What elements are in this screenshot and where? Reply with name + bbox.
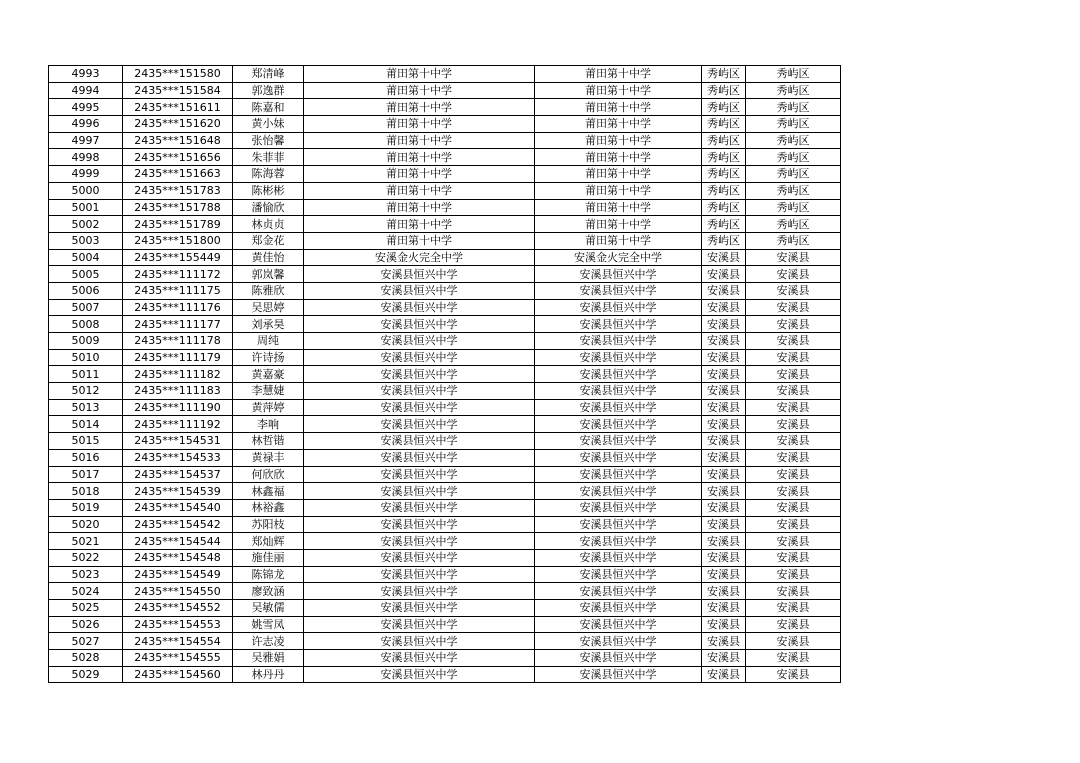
cell-admitted-district: 秀屿区	[746, 182, 841, 199]
cell-candidate-id: 2435***151620	[123, 116, 233, 133]
cell-student-name: 陈嘉和	[233, 99, 304, 116]
data-table	[48, 65, 841, 683]
cell-school: 莆田第十中学	[304, 66, 535, 83]
cell-sequence-number: 5001	[49, 199, 123, 216]
cell-student-name: 陈锦龙	[233, 566, 304, 583]
table-row	[49, 583, 841, 600]
cell-admitted-school: 莆田第十中学	[535, 149, 702, 166]
cell-school: 莆田第十中学	[304, 82, 535, 99]
cell-sequence-number: 5022	[49, 549, 123, 566]
cell-student-name: 廖致涵	[233, 583, 304, 600]
cell-admitted-school: 安溪县恒兴中学	[535, 349, 702, 366]
cell-admitted-district: 安溪县	[746, 516, 841, 533]
cell-admitted-school: 安溪县恒兴中学	[535, 383, 702, 400]
cell-sequence-number: 5017	[49, 466, 123, 483]
cell-admitted-school: 安溪县恒兴中学	[535, 616, 702, 633]
cell-admitted-district: 安溪县	[746, 316, 841, 333]
cell-admitted-district: 安溪县	[746, 399, 841, 416]
cell-school: 莆田第十中学	[304, 182, 535, 199]
cell-sequence-number: 4997	[49, 132, 123, 149]
cell-school: 安溪县恒兴中学	[304, 466, 535, 483]
cell-admitted-district: 安溪县	[746, 566, 841, 583]
cell-student-name: 林贞贞	[233, 216, 304, 233]
cell-admitted-district: 安溪县	[746, 333, 841, 350]
cell-school: 安溪县恒兴中学	[304, 533, 535, 550]
cell-admitted-school: 安溪县恒兴中学	[535, 299, 702, 316]
cell-sequence-number: 5000	[49, 182, 123, 199]
cell-district: 安溪县	[702, 666, 746, 683]
cell-admitted-school: 安溪县恒兴中学	[535, 449, 702, 466]
cell-admitted-school: 莆田第十中学	[535, 99, 702, 116]
cell-district: 安溪县	[702, 316, 746, 333]
cell-admitted-district: 安溪县	[746, 533, 841, 550]
cell-school: 安溪县恒兴中学	[304, 282, 535, 299]
cell-school: 莆田第十中学	[304, 149, 535, 166]
cell-school: 安溪县恒兴中学	[304, 399, 535, 416]
cell-admitted-school: 莆田第十中学	[535, 116, 702, 133]
cell-student-name: 刘承昊	[233, 316, 304, 333]
cell-district: 安溪县	[702, 583, 746, 600]
cell-student-name: 何欣欣	[233, 466, 304, 483]
cell-district: 安溪县	[702, 566, 746, 583]
table-row	[49, 199, 841, 216]
cell-school: 安溪县恒兴中学	[304, 516, 535, 533]
cell-admitted-district: 秀屿区	[746, 82, 841, 99]
cell-candidate-id: 2435***151580	[123, 66, 233, 83]
cell-student-name: 黄禄丰	[233, 449, 304, 466]
cell-admitted-district: 安溪县	[746, 366, 841, 383]
table-row	[49, 566, 841, 583]
cell-school: 安溪县恒兴中学	[304, 650, 535, 667]
cell-candidate-id: 2435***155449	[123, 249, 233, 266]
cell-admitted-school: 莆田第十中学	[535, 182, 702, 199]
cell-admitted-district: 安溪县	[746, 266, 841, 283]
cell-district: 秀屿区	[702, 66, 746, 83]
table-row	[49, 333, 841, 350]
cell-admitted-school: 安溪县恒兴中学	[535, 533, 702, 550]
cell-district: 安溪县	[702, 366, 746, 383]
cell-district: 安溪县	[702, 633, 746, 650]
cell-candidate-id: 2435***111172	[123, 266, 233, 283]
cell-sequence-number: 4995	[49, 99, 123, 116]
cell-candidate-id: 2435***154552	[123, 600, 233, 617]
cell-admitted-district: 安溪县	[746, 650, 841, 667]
cell-school: 安溪县恒兴中学	[304, 383, 535, 400]
cell-sequence-number: 5029	[49, 666, 123, 683]
cell-school: 莆田第十中学	[304, 199, 535, 216]
cell-sequence-number: 5021	[49, 533, 123, 550]
cell-candidate-id: 2435***154531	[123, 433, 233, 450]
cell-district: 秀屿区	[702, 199, 746, 216]
cell-school: 安溪县恒兴中学	[304, 316, 535, 333]
cell-student-name: 林裕鑫	[233, 499, 304, 516]
cell-school: 安溪县恒兴中学	[304, 583, 535, 600]
cell-student-name: 林丹丹	[233, 666, 304, 683]
cell-district: 安溪县	[702, 299, 746, 316]
cell-sequence-number: 5009	[49, 333, 123, 350]
cell-school: 安溪县恒兴中学	[304, 299, 535, 316]
cell-school: 安溪县恒兴中学	[304, 349, 535, 366]
cell-admitted-district: 秀屿区	[746, 166, 841, 183]
table-row	[49, 416, 841, 433]
table-row	[49, 383, 841, 400]
table-row	[49, 549, 841, 566]
cell-student-name: 许志凌	[233, 633, 304, 650]
cell-candidate-id: 2435***111183	[123, 383, 233, 400]
cell-school: 安溪县恒兴中学	[304, 666, 535, 683]
cell-sequence-number: 5005	[49, 266, 123, 283]
cell-candidate-id: 2435***111176	[123, 299, 233, 316]
cell-sequence-number: 4999	[49, 166, 123, 183]
cell-admitted-school: 安溪县恒兴中学	[535, 483, 702, 500]
cell-candidate-id: 2435***154533	[123, 449, 233, 466]
table-row	[49, 282, 841, 299]
cell-admitted-school: 安溪县恒兴中学	[535, 549, 702, 566]
cell-admitted-district: 安溪县	[746, 416, 841, 433]
cell-admitted-school: 安溪县恒兴中学	[535, 366, 702, 383]
cell-sequence-number: 5012	[49, 383, 123, 400]
cell-school: 莆田第十中学	[304, 116, 535, 133]
cell-school: 安溪县恒兴中学	[304, 549, 535, 566]
cell-district: 秀屿区	[702, 116, 746, 133]
cell-student-name: 施佳丽	[233, 549, 304, 566]
table-row	[49, 666, 841, 683]
table-row	[49, 516, 841, 533]
cell-admitted-school: 安溪金火完全中学	[535, 249, 702, 266]
table-row	[49, 82, 841, 99]
cell-candidate-id: 2435***151611	[123, 99, 233, 116]
cell-admitted-district: 安溪县	[746, 499, 841, 516]
cell-admitted-school: 安溪县恒兴中学	[535, 633, 702, 650]
cell-district: 安溪县	[702, 333, 746, 350]
cell-student-name: 潘愉欣	[233, 199, 304, 216]
cell-sequence-number: 4996	[49, 116, 123, 133]
cell-district: 安溪县	[702, 449, 746, 466]
cell-school: 莆田第十中学	[304, 232, 535, 249]
cell-admitted-district: 秀屿区	[746, 116, 841, 133]
cell-student-name: 林哲锴	[233, 433, 304, 450]
cell-school: 安溪县恒兴中学	[304, 416, 535, 433]
cell-sequence-number: 5028	[49, 650, 123, 667]
table-row	[49, 399, 841, 416]
cell-school: 安溪县恒兴中学	[304, 266, 535, 283]
cell-admitted-school: 安溪县恒兴中学	[535, 650, 702, 667]
cell-sequence-number: 5011	[49, 366, 123, 383]
cell-district: 安溪县	[702, 533, 746, 550]
cell-student-name: 郑金花	[233, 232, 304, 249]
table-row	[49, 366, 841, 383]
cell-admitted-school: 安溪县恒兴中学	[535, 266, 702, 283]
cell-admitted-district: 秀屿区	[746, 216, 841, 233]
cell-student-name: 黄嘉豪	[233, 366, 304, 383]
cell-admitted-district: 安溪县	[746, 583, 841, 600]
cell-candidate-id: 2435***111190	[123, 399, 233, 416]
cell-admitted-school: 安溪县恒兴中学	[535, 316, 702, 333]
table-row	[49, 232, 841, 249]
cell-admitted-school: 安溪县恒兴中学	[535, 333, 702, 350]
cell-sequence-number: 5006	[49, 282, 123, 299]
cell-sequence-number: 5023	[49, 566, 123, 583]
cell-student-name: 朱菲菲	[233, 149, 304, 166]
cell-candidate-id: 2435***151788	[123, 199, 233, 216]
cell-candidate-id: 2435***151663	[123, 166, 233, 183]
table-row	[49, 216, 841, 233]
cell-candidate-id: 2435***154554	[123, 633, 233, 650]
cell-district: 安溪县	[702, 433, 746, 450]
cell-district: 安溪县	[702, 383, 746, 400]
cell-admitted-district: 秀屿区	[746, 232, 841, 249]
cell-sequence-number: 5027	[49, 633, 123, 650]
cell-admitted-district: 秀屿区	[746, 149, 841, 166]
cell-admitted-district: 秀屿区	[746, 66, 841, 83]
cell-student-name: 郭岚馨	[233, 266, 304, 283]
cell-admitted-school: 莆田第十中学	[535, 66, 702, 83]
cell-admitted-district: 秀屿区	[746, 132, 841, 149]
table-row	[49, 166, 841, 183]
cell-student-name: 陈雅欣	[233, 282, 304, 299]
cell-student-name: 黄佳怡	[233, 249, 304, 266]
cell-school: 莆田第十中学	[304, 99, 535, 116]
cell-sequence-number: 5007	[49, 299, 123, 316]
table-row	[49, 633, 841, 650]
table-row	[49, 499, 841, 516]
cell-student-name: 郑灿辉	[233, 533, 304, 550]
cell-district: 安溪县	[702, 266, 746, 283]
table-row	[49, 316, 841, 333]
cell-candidate-id: 2435***154548	[123, 549, 233, 566]
cell-admitted-district: 安溪县	[746, 483, 841, 500]
cell-district: 安溪县	[702, 650, 746, 667]
cell-district: 安溪县	[702, 549, 746, 566]
cell-admitted-school: 莆田第十中学	[535, 166, 702, 183]
cell-student-name: 许诗扬	[233, 349, 304, 366]
cell-admitted-school: 安溪县恒兴中学	[535, 583, 702, 600]
table-row	[49, 182, 841, 199]
table-row	[49, 266, 841, 283]
cell-sequence-number: 5026	[49, 616, 123, 633]
cell-candidate-id: 2435***154550	[123, 583, 233, 600]
cell-admitted-district: 安溪县	[746, 383, 841, 400]
cell-district: 秀屿区	[702, 232, 746, 249]
cell-admitted-district: 安溪县	[746, 633, 841, 650]
cell-sequence-number: 5019	[49, 499, 123, 516]
cell-admitted-district: 安溪县	[746, 666, 841, 683]
cell-sequence-number: 5025	[49, 600, 123, 617]
cell-admitted-school: 莆田第十中学	[535, 232, 702, 249]
cell-candidate-id: 2435***151783	[123, 182, 233, 199]
cell-student-name: 郭逸群	[233, 82, 304, 99]
cell-admitted-school: 安溪县恒兴中学	[535, 466, 702, 483]
table-row	[49, 433, 841, 450]
cell-sequence-number: 5008	[49, 316, 123, 333]
cell-admitted-school: 莆田第十中学	[535, 132, 702, 149]
cell-candidate-id: 2435***151789	[123, 216, 233, 233]
cell-district: 安溪县	[702, 282, 746, 299]
table-body	[49, 66, 841, 683]
cell-student-name: 陈彬彬	[233, 182, 304, 199]
table-row	[49, 132, 841, 149]
cell-sequence-number: 5020	[49, 516, 123, 533]
cell-sequence-number: 5016	[49, 449, 123, 466]
cell-candidate-id: 2435***111179	[123, 349, 233, 366]
cell-district: 安溪县	[702, 466, 746, 483]
cell-student-name: 李慧婕	[233, 383, 304, 400]
cell-district: 秀屿区	[702, 99, 746, 116]
cell-admitted-district: 安溪县	[746, 449, 841, 466]
cell-district: 安溪县	[702, 483, 746, 500]
table-row	[49, 616, 841, 633]
cell-student-name: 黄萍婷	[233, 399, 304, 416]
cell-candidate-id: 2435***154555	[123, 650, 233, 667]
cell-sequence-number: 5004	[49, 249, 123, 266]
cell-district: 秀屿区	[702, 149, 746, 166]
cell-school: 莆田第十中学	[304, 132, 535, 149]
cell-candidate-id: 2435***154540	[123, 499, 233, 516]
cell-district: 安溪县	[702, 600, 746, 617]
cell-admitted-district: 安溪县	[746, 249, 841, 266]
cell-district: 安溪县	[702, 616, 746, 633]
table-row	[49, 466, 841, 483]
cell-admitted-district: 安溪县	[746, 433, 841, 450]
cell-admitted-school: 安溪县恒兴中学	[535, 666, 702, 683]
cell-student-name: 郑清峰	[233, 66, 304, 83]
table-row	[49, 116, 841, 133]
cell-district: 安溪县	[702, 399, 746, 416]
cell-district: 安溪县	[702, 416, 746, 433]
cell-district: 秀屿区	[702, 182, 746, 199]
cell-school: 安溪县恒兴中学	[304, 433, 535, 450]
cell-admitted-district: 安溪县	[746, 466, 841, 483]
cell-district: 秀屿区	[702, 166, 746, 183]
cell-sequence-number: 5003	[49, 232, 123, 249]
cell-admitted-district: 安溪县	[746, 549, 841, 566]
cell-sequence-number: 5015	[49, 433, 123, 450]
table-row	[49, 650, 841, 667]
cell-candidate-id: 2435***111177	[123, 316, 233, 333]
cell-admitted-school: 安溪县恒兴中学	[535, 399, 702, 416]
cell-school: 安溪县恒兴中学	[304, 333, 535, 350]
cell-student-name: 苏阳枝	[233, 516, 304, 533]
cell-student-name: 黄小妹	[233, 116, 304, 133]
cell-candidate-id: 2435***111175	[123, 282, 233, 299]
cell-candidate-id: 2435***154542	[123, 516, 233, 533]
cell-district: 安溪县	[702, 516, 746, 533]
cell-district: 秀屿区	[702, 132, 746, 149]
table-row	[49, 533, 841, 550]
cell-district: 安溪县	[702, 349, 746, 366]
cell-sequence-number: 5024	[49, 583, 123, 600]
cell-student-name: 吴思婷	[233, 299, 304, 316]
cell-sequence-number: 4993	[49, 66, 123, 83]
cell-school: 安溪县恒兴中学	[304, 499, 535, 516]
cell-admitted-district: 安溪县	[746, 616, 841, 633]
cell-candidate-id: 2435***154539	[123, 483, 233, 500]
cell-candidate-id: 2435***151800	[123, 232, 233, 249]
table-row	[49, 449, 841, 466]
cell-admitted-school: 安溪县恒兴中学	[535, 499, 702, 516]
cell-school: 安溪县恒兴中学	[304, 366, 535, 383]
cell-district: 安溪县	[702, 249, 746, 266]
cell-sequence-number: 5014	[49, 416, 123, 433]
cell-district: 秀屿区	[702, 82, 746, 99]
cell-admitted-school: 安溪县恒兴中学	[535, 282, 702, 299]
cell-admitted-school: 安溪县恒兴中学	[535, 516, 702, 533]
cell-candidate-id: 2435***111182	[123, 366, 233, 383]
cell-admitted-school: 莆田第十中学	[535, 199, 702, 216]
cell-admitted-school: 莆田第十中学	[535, 82, 702, 99]
cell-district: 秀屿区	[702, 216, 746, 233]
table-row	[49, 99, 841, 116]
cell-student-name: 陈海蓉	[233, 166, 304, 183]
cell-district: 安溪县	[702, 499, 746, 516]
cell-student-name: 姚雪凤	[233, 616, 304, 633]
cell-admitted-school: 安溪县恒兴中学	[535, 600, 702, 617]
cell-admitted-district: 秀屿区	[746, 199, 841, 216]
table-row	[49, 600, 841, 617]
cell-sequence-number: 4994	[49, 82, 123, 99]
cell-school: 莆田第十中学	[304, 166, 535, 183]
cell-admitted-district: 安溪县	[746, 600, 841, 617]
cell-candidate-id: 2435***151648	[123, 132, 233, 149]
cell-candidate-id: 2435***154553	[123, 616, 233, 633]
cell-student-name: 吴敏儒	[233, 600, 304, 617]
cell-admitted-district: 安溪县	[746, 282, 841, 299]
cell-admitted-school: 安溪县恒兴中学	[535, 433, 702, 450]
cell-school: 安溪县恒兴中学	[304, 483, 535, 500]
table-row	[49, 299, 841, 316]
cell-candidate-id: 2435***154544	[123, 533, 233, 550]
cell-school: 安溪县恒兴中学	[304, 633, 535, 650]
cell-sequence-number: 5013	[49, 399, 123, 416]
cell-student-name: 李响	[233, 416, 304, 433]
cell-admitted-district: 安溪县	[746, 349, 841, 366]
cell-candidate-id: 2435***111178	[123, 333, 233, 350]
cell-school: 安溪县恒兴中学	[304, 600, 535, 617]
cell-candidate-id: 2435***154549	[123, 566, 233, 583]
cell-sequence-number: 4998	[49, 149, 123, 166]
cell-candidate-id: 2435***151584	[123, 82, 233, 99]
cell-student-name: 林鑫福	[233, 483, 304, 500]
cell-admitted-school: 莆田第十中学	[535, 216, 702, 233]
cell-school: 安溪县恒兴中学	[304, 616, 535, 633]
table-row	[49, 349, 841, 366]
cell-candidate-id: 2435***111192	[123, 416, 233, 433]
table-row	[49, 66, 841, 83]
cell-school: 莆田第十中学	[304, 216, 535, 233]
cell-student-name: 张怡馨	[233, 132, 304, 149]
cell-admitted-school: 安溪县恒兴中学	[535, 416, 702, 433]
cell-school: 安溪县恒兴中学	[304, 449, 535, 466]
cell-student-name: 周纯	[233, 333, 304, 350]
cell-school: 安溪县恒兴中学	[304, 566, 535, 583]
cell-candidate-id: 2435***154537	[123, 466, 233, 483]
table-row	[49, 149, 841, 166]
cell-admitted-district: 安溪县	[746, 299, 841, 316]
cell-school: 安溪金火完全中学	[304, 249, 535, 266]
cell-candidate-id: 2435***154560	[123, 666, 233, 683]
cell-sequence-number: 5018	[49, 483, 123, 500]
cell-sequence-number: 5002	[49, 216, 123, 233]
cell-student-name: 吴雅娟	[233, 650, 304, 667]
cell-candidate-id: 2435***151656	[123, 149, 233, 166]
cell-admitted-district: 秀屿区	[746, 99, 841, 116]
table-row	[49, 483, 841, 500]
cell-admitted-school: 安溪县恒兴中学	[535, 566, 702, 583]
cell-sequence-number: 5010	[49, 349, 123, 366]
table-row	[49, 249, 841, 266]
